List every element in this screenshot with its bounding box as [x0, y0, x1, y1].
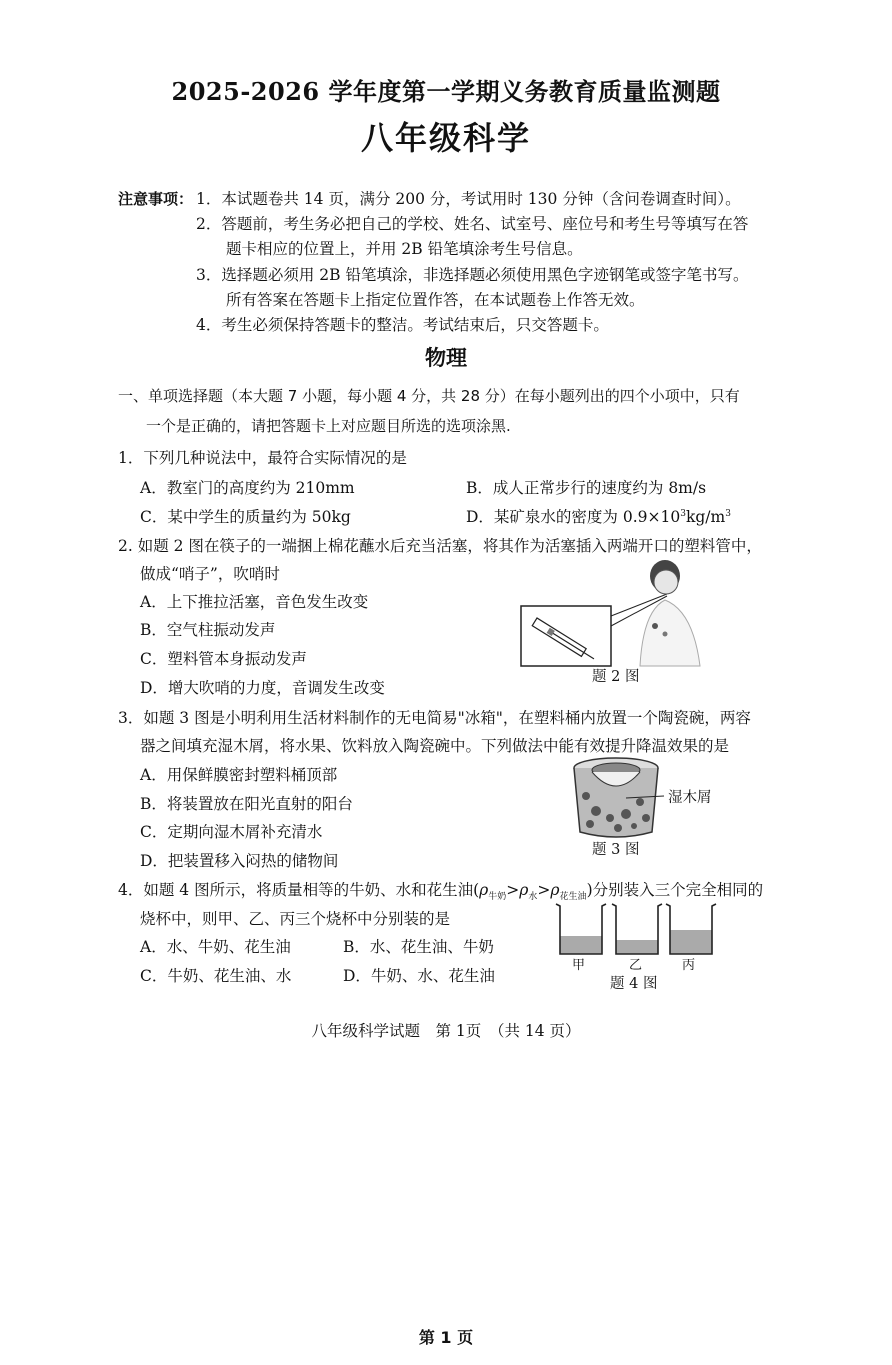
exam-subject: 八年级科学	[360, 119, 531, 157]
beaker-label-bing: 丙	[682, 958, 696, 973]
bucket-figure	[566, 756, 666, 840]
beaker-label-yi: 乙	[629, 958, 643, 973]
question-1-stem: 1．下列几种说法中，最符合实际情况的是	[118, 449, 407, 467]
page-number: 第 1 页	[418, 1328, 474, 1347]
question-3-option-b: B．将装置放在阳光直射的阳台	[140, 795, 353, 813]
question-4-option-b: B．水、花生油、牛奶	[343, 938, 494, 956]
beaker-yi	[612, 904, 662, 954]
beaker-jia	[556, 904, 606, 954]
note-item: 1．本试题卷共 14 页，满分 200 分，考试用时 130 分钟（含问卷调查时间）。	[196, 190, 741, 208]
question-4-option-a: A．水、牛奶、花生油	[140, 938, 291, 956]
question-2-option-d: D．增大吹哨的力度，音调发生改变	[140, 679, 385, 697]
question-3-stem: 3．如题 3 图是小明利用生活材料制作的无电简易"冰箱"，在塑料桶内放置一个陶瓷碗，两容	[118, 709, 751, 727]
question-4-stem: 4．如题 4 图所示，将质量相等的牛奶、水和花生油$(\rho_{牛奶}>\rho_水>\rho_{花生油})$分别装入三个完全相同的	[118, 881, 764, 903]
question-3-option-d: D．把装置移入闷热的储物间	[140, 852, 339, 870]
wet-sawdust-label: 湿木屑	[668, 790, 712, 806]
exam-title: 2025-2026 学年度第一学期义务教育质量监测题	[171, 77, 721, 106]
question-3-option-a: A．用保鲜膜密封塑料桶顶部	[140, 766, 338, 784]
question-1-option-a: A．教室门的高度约为 210mm	[140, 479, 355, 497]
question-3-stem-cont: 器之间填充湿木屑，将水果、饮料放入陶瓷碗中。下列做法中能有效提升降温效果的是	[140, 737, 730, 755]
question-1-option-d: D．某矿泉水的密度为 $0.9\times 10^3kg/m^3$	[466, 508, 731, 526]
question-2-stem-cont: 做成“哨子”，吹哨时	[140, 565, 280, 583]
note-item: 2．答题前，考生务必把自己的学校、姓名、试室号、座位号和考生号等填写在答	[196, 215, 749, 233]
note-item: 所有答案在答题卡上指定位置作答，在本试题卷上作答无效。	[226, 291, 645, 309]
note-item: 3．选择题必须用 2B 铅笔填涂，非选择题必须使用黑色字迹钢笔或签字笔书写。	[196, 266, 749, 284]
figure-2-caption: 题 2 图	[592, 669, 640, 685]
figure-3-caption: 题 3 图	[592, 842, 640, 858]
note-item: 4．考生必须保持答题卡的整洁。考试结束后，只交答题卡。	[196, 316, 609, 334]
part-instructions: 一、单项选择题（本大题 7 小题，每小题 4 分，共 28 分）在每小题列出的四个小项中，只有	[118, 387, 740, 405]
part-instructions-cont: 一个是正确的，请把答题卡上对应题目所选的选项涂黑.	[146, 417, 511, 435]
question-1-option-b: B．成人正常步行的速度约为 8m/s	[466, 479, 707, 497]
question-3-option-c: C．定期向湿木屑补充清水	[140, 823, 323, 841]
notes-label: 注意事项：	[118, 190, 194, 208]
beakers-figure	[554, 902, 726, 960]
section-title: 物理	[425, 346, 467, 370]
page-footer: 八年级科学试题 第 1页 （共 14 页）	[311, 1022, 581, 1040]
question-4-option-c: C．牛奶、花生油、水	[140, 967, 292, 985]
note-item: 题卡相应的位置上，并用 2B 铅笔填涂考生号信息。	[226, 240, 583, 258]
question-1-option-c: C．某中学生的质量约为 50kg	[140, 508, 351, 526]
beaker-label-jia: 甲	[572, 958, 586, 973]
question-2-option-b: B．空气柱振动发声	[140, 621, 276, 639]
question-2-option-c: C．塑料管本身振动发声	[140, 650, 307, 668]
question-4-option-d: D．牛奶、水、花生油	[343, 967, 495, 985]
beaker-bing	[666, 904, 716, 954]
question-2-stem: 2. 如题 2 图在筷子的一端捆上棉花蘸水后充当活塞，将其作为活塞插入两端开口的塑料管中，	[118, 537, 762, 555]
figure-4-caption: 题 4 图	[610, 976, 658, 992]
question-2-option-a: A．上下推拉活塞，音色发生改变	[140, 593, 369, 611]
question-4-stem-cont: 烧杯中，则甲、乙、丙三个烧杯中分别装的是	[140, 910, 451, 928]
whistle-figure	[515, 556, 715, 668]
